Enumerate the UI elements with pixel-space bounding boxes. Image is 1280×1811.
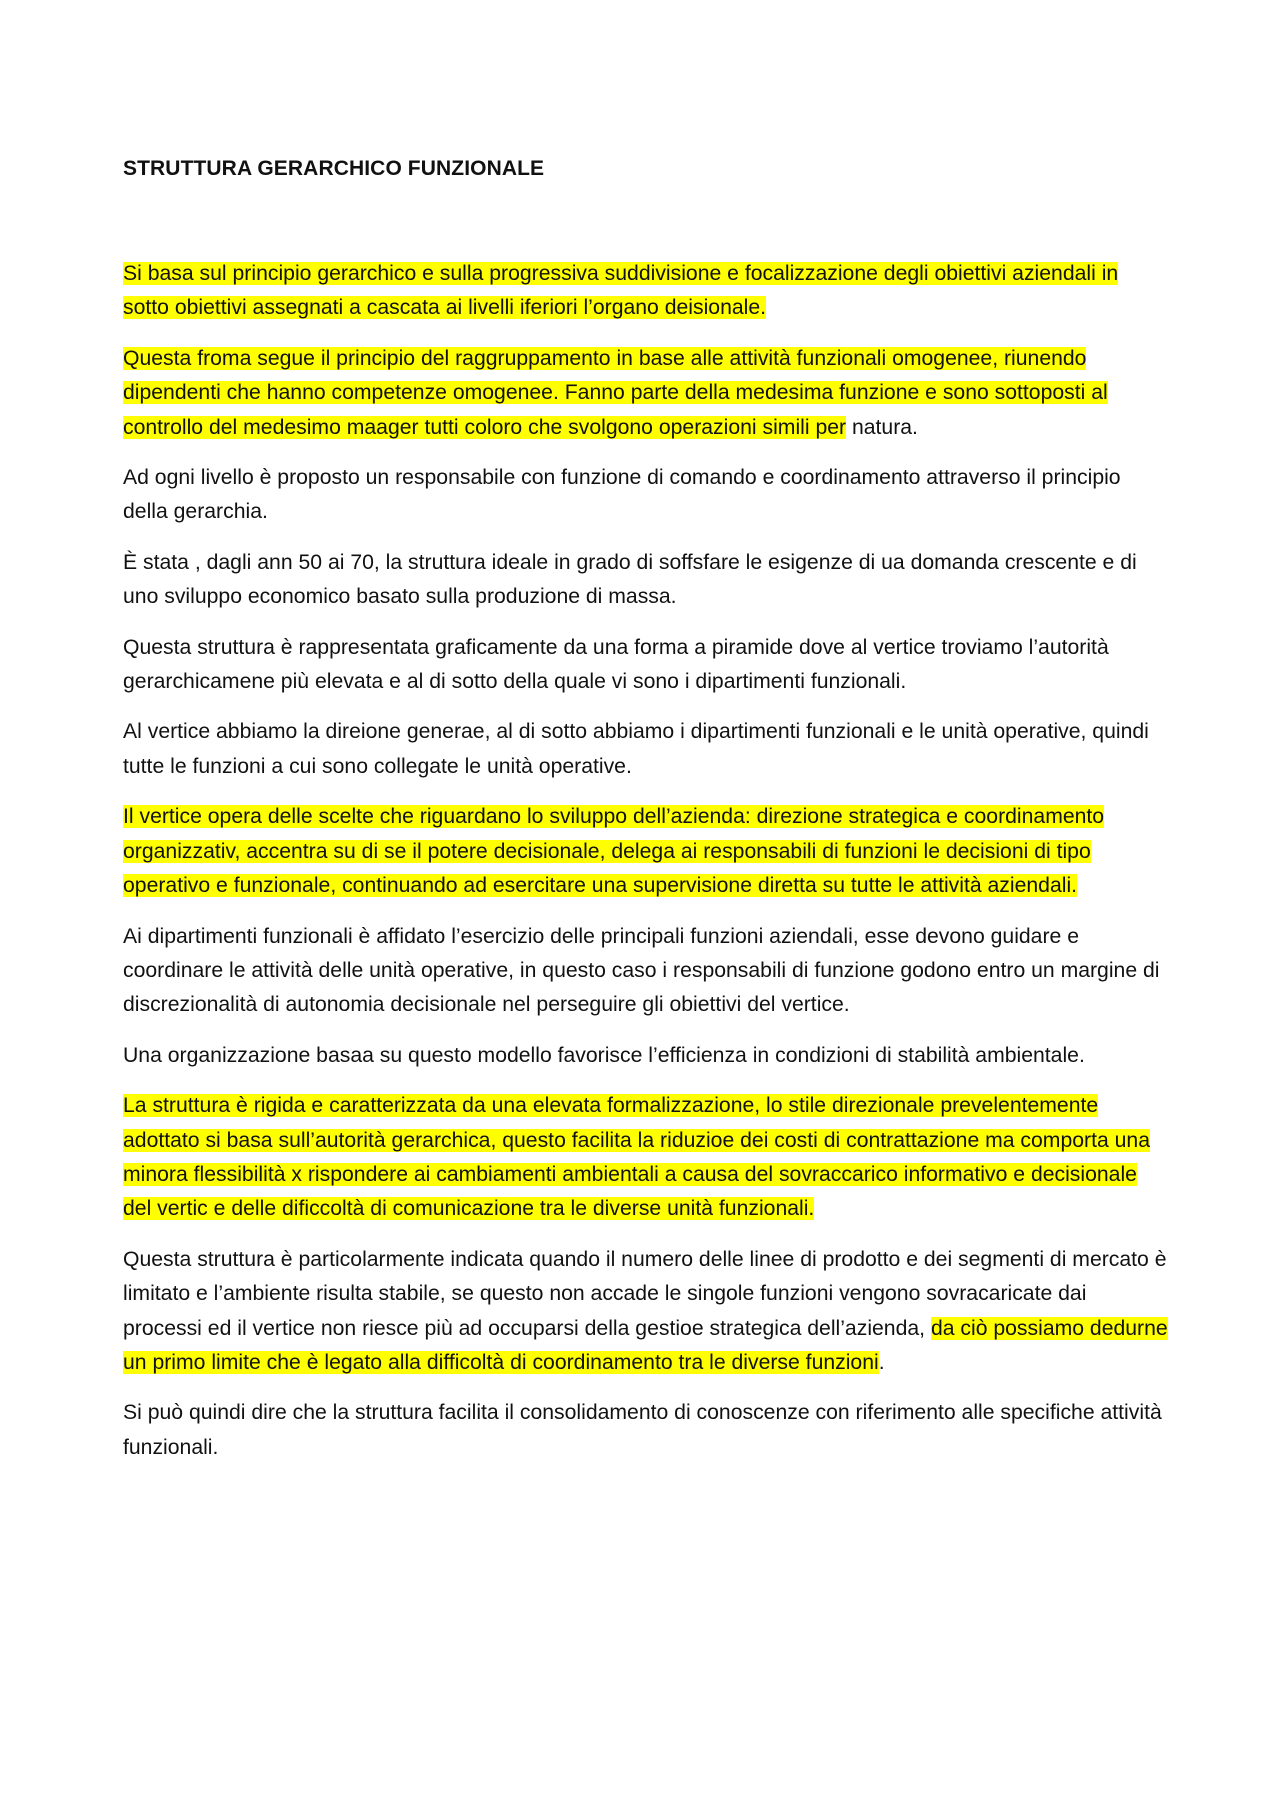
document-body <box>123 257 1168 1481</box>
paragraph-6: Al vertice abbiamo la direione generae, al di sotto abbiamo i dipartimenti funzionali e le unità operative, quindi tutte le funzioni a cui sono collegate le unità operative. <box>123 720 1149 778</box>
paragraph-9: Una organizzazione basaa su questo modello favorisce l’efficienza in condizioni di stabilità ambientale. <box>123 1043 1085 1067</box>
paragraph-8: Ai dipartimenti funzionali è affidato l’esercizio delle principali funzioni aziendali, esse devono guidare e coordinare le attività delle unità operative, in questo caso i responsabili di funzione godono entro un margine di discrezionalità di autonomia decisionale nel perseguire gli obiettivi del vertice. <box>123 924 1160 1017</box>
paragraph-3: Ad ogni livello è proposto un responsabile con funzione di comando e coordinamento attraverso il principio della gerarchia. <box>123 466 1121 524</box>
paragraph-10 <box>123 1089 1168 1227</box>
paragraph-text: . <box>878 1350 885 1374</box>
highlighted-text: Il vertice opera delle scelte che riguardano lo sviluppo dell’azienda: direzione strategica e coordinamento organizzativ, accentra su di se il potere decisionale, delega ai responsabili di funzioni le decisioni di tipo operativo e funzionale, continuando ad esercitare una supervisione diretta su tutte le attività aziendali. <box>123 805 1105 898</box>
paragraph-1 <box>123 257 1168 326</box>
paragraph-7 <box>123 800 1168 903</box>
highlighted-text: da ciò possiamo dedurne un primo limite che è legato alla difficoltà di coordinamento tra le diverse funzioni <box>123 1316 1168 1374</box>
paragraph-2 <box>123 342 1168 445</box>
paragraph-text: Questa struttura è particolarmente indicata quando il numero delle linee di prodotto e dei segmenti di mercato è limitato e l’ambiente risulta stabile, se questo non accade le singole funzioni vengono sovracaricate dai processi ed il vertice non riesce più ad occuparsi della gestioe strategica dell’azienda, <box>123 1247 1167 1340</box>
document-title: STRUTTURA GERARCHICO FUNZIONALE <box>123 157 545 180</box>
paragraph-5: Questa struttura è rappresentata graficamente da una forma a piramide dove al vertice troviamo l’autorità gerarchicamene più elevata e al di sotto della quale vi sono i dipartimenti funzionali. <box>123 635 1109 694</box>
paragraph-11 <box>123 1243 1168 1381</box>
paragraph-text: natura. <box>846 415 918 439</box>
highlighted-text: Si basa sul principio gerarchico e sulla progressiva suddivisione e focalizzazione degli obiettivi aziendali in sotto obiettivi assegnati a cascata ai livelli iferiori l’organo deisionale. <box>123 262 1119 320</box>
paragraph-4: È stata , dagli ann 50 ai 70, la struttura ideale in grado di soffsfare le esigenze di ua domanda crescente e di uno sviluppo economico basato sulla produzione di massa. <box>123 550 1137 609</box>
paragraph-12: Si può quindi dire che la struttura facilita il consolidamento di conoscenze con riferimento alle specifiche attività funzionali. <box>123 1401 1162 1459</box>
highlighted-text: La struttura è rigida e caratterizzata da una elevata formalizzazione, lo stile direzionale prevelentemente adottato si basa sull’autorità gerarchica, questo facilita la riduzioe dei costi di contrattazione ma comporta una minora flessibilità x rispondere ai cambiamenti ambientali a causa del sovraccarico informativo e decisionale del vertic e delle dificcoltà di comunicazione tra le diverse unità funzionali. <box>123 1094 1150 1221</box>
highlighted-text: Questa froma segue il principio del raggruppamento in base alle attività funzionali omogenee, riunendo dipendenti che hanno competenze omogenee. Fanno parte della medesima funzione e sono sottoposti al controllo del medesimo maager tutti coloro che svolgono operazioni simili per <box>123 346 1108 439</box>
